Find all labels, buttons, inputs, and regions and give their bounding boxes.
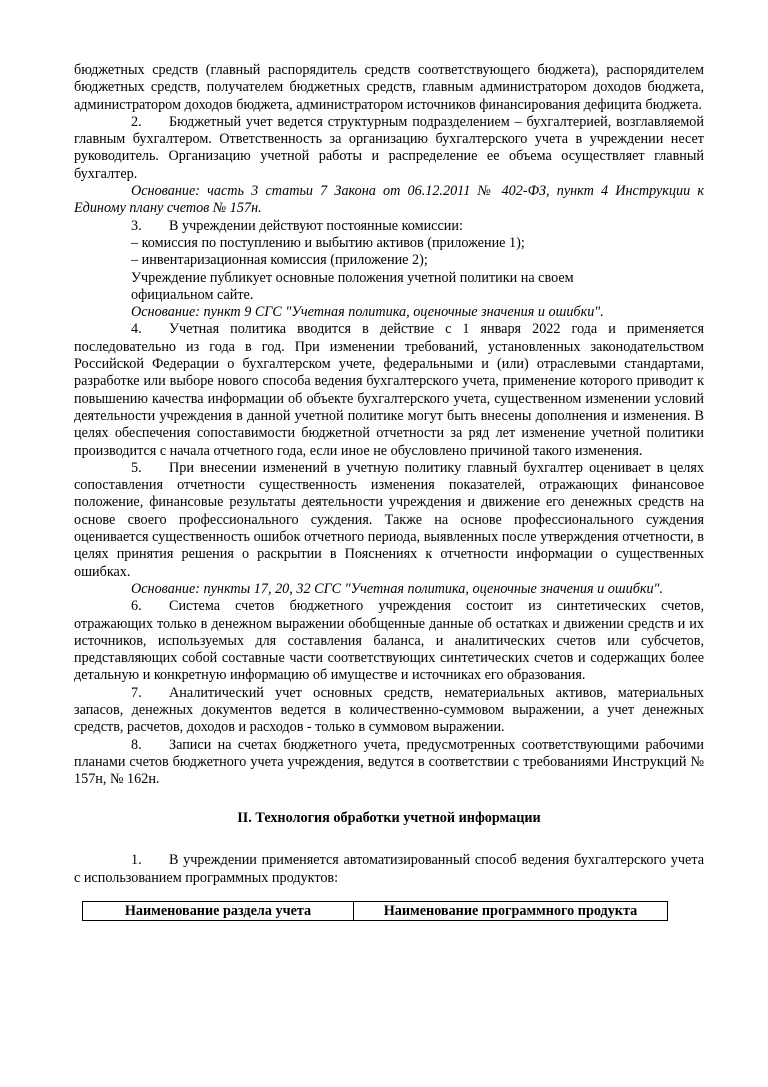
paragraph-number: 2. <box>131 113 142 130</box>
paragraph-text: При внесении изменений в учетную политику главный бухгалтер оценивает в целях сопоставления отчетности существенность изменения показателей, отражающих финансовое положение, финансовые результаты деятельности учреждения и движение его денежных средств на основе своего профессионального суждения. Также на основе профессионального суждения оценивается существенность ошибок отчетного периода, выявленных после утверждения отчетности, в целях принятия решения о раскрытии в Пояснениях к отчетности информации о существенных ошибках. <box>74 459 704 580</box>
section-2-paragraph-1 <box>74 852 704 887</box>
paragraph-5 <box>74 460 704 581</box>
paragraph-number: 6. <box>131 598 142 615</box>
paragraph-text: Записи на счетах бюджетного учета, предусмотренных соответствующими рабочими планами счетов бюджетного учета учреждения, ведутся в соответствии с требованиями Инструкций № 157н, № 162н. <box>74 736 704 788</box>
table-header-cell: Наименование раздела учета <box>83 902 354 921</box>
basis-note: Основание: пункты 17, 20, 32 СГС "Учетная политика, оценочные значения и ошибки". <box>131 580 664 597</box>
section-heading: II. Технология обработки учетной информации <box>237 810 541 827</box>
paragraph-text: Система счетов бюджетного учреждения состоит из синтетических счетов, отражающих только в денежном выражении обобщенные данные об остатках и движении средств и их источников, используемых для составления баланса, и аналитических счетов или субсчетов, представляющих собой составные части соответствующих синтетических счетов и содержащих более детальную и конкретную информацию об имуществе и источниках его образования. <box>74 598 704 684</box>
table-header-cell: Наименование программного продукта <box>354 902 668 921</box>
paragraph-7 <box>74 685 704 737</box>
paragraph-number: 3. <box>131 217 142 234</box>
document-page <box>74 62 704 921</box>
paragraph-number: 1. <box>131 852 142 869</box>
paragraph-number: 5. <box>131 459 142 476</box>
basis-note: Основание: часть 3 статьи 7 Закона от 06.12.2011 № 402-ФЗ, пункт 4 Инструкции к Единому плану счетов № 157н. <box>74 183 704 217</box>
paragraph-3 <box>74 218 704 235</box>
paragraph-1-continuation: бюджетных средств (главный распорядитель средств соответствующего бюджета), распорядителем бюджетных средств, получателем бюджетных средств, главным администратором доходов бюджета, администратором доходов бюджета, администратором источников финансирования дефицита бюджета. <box>74 62 704 113</box>
list-item: – инвентаризационная комиссия (приложение 2); <box>131 252 428 269</box>
paragraph-8 <box>74 737 704 789</box>
paragraph-text: Учетная политика вводится в действие с 1 января 2022 года и применяется последовательно из года в год. При изменении требований, установленных законодательством Российской Федерации о бухгалтерском учете, федеральными и (или) отраслевыми стандартами, разработке или выборе нового способа ведения бухгалтерского учета, применение которого приводит к повышению качества информации об объекте бухгалтерского учета, существенном изменении условий деятельности учреждения в данной учетной политике могут быть внесены дополнения и изменения. В целях обеспечения сопоставимости бюджетной отчетности за ряд лет изменение учетной политики производится с начала отчетного года, если иное не обусловлено причиной такого изменения. <box>74 321 704 459</box>
list-item: – комиссия по поступлению и выбытию активов (приложение 1); <box>131 234 525 251</box>
paragraph-number: 8. <box>131 736 142 753</box>
paragraph-number: 4. <box>131 321 142 338</box>
list-item: Учреждение публикует основные положения учетной политики на своем официальном сайте. <box>131 269 574 303</box>
table-header-row <box>83 902 668 921</box>
basis-note: Основание: пункт 9 СГС "Учетная политика, оценочные значения и ошибки". <box>131 304 604 321</box>
paragraph-6 <box>74 598 704 684</box>
software-table <box>82 901 668 921</box>
paragraph-text: В учреждении действуют постоянные комиссии: <box>169 217 463 234</box>
paragraph-4 <box>74 321 704 459</box>
paragraph-number: 7. <box>131 684 142 701</box>
paragraph-text: В учреждении применяется автоматизированный способ ведения бухгалтерского учета с использованием программных продуктов: <box>74 852 704 886</box>
paragraph-text: Бюджетный учет ведется структурным подразделением – бухгалтерией, возглавляемой главным бухгалтером. Ответственность за организацию бухгалтерского учета в учреждении несет руководитель. Организацию учетной работы и распределение ее объема осуществляет главный бухгалтер. <box>74 113 704 182</box>
paragraph-text: Аналитический учет основных средств, нематериальных активов, материальных запасов, денежных документов ведется в количественно-суммовом выражении, а учет денежных средств, расчетов, доходов и расходов - только в суммовом выражении. <box>74 684 704 736</box>
paragraph-2 <box>74 114 704 183</box>
